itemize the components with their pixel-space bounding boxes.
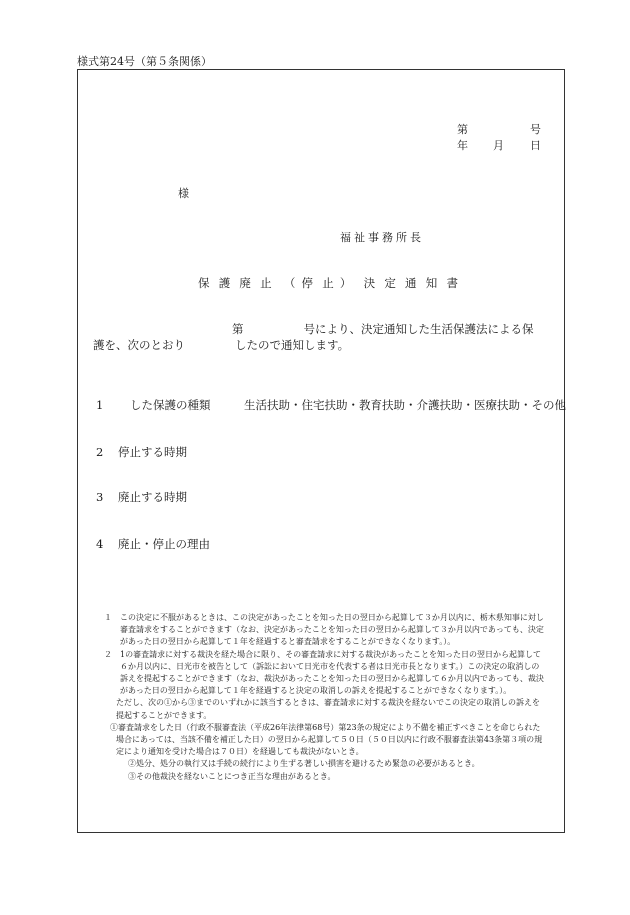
item-termination-date: 3 廃止する時期 [96, 490, 187, 504]
appeal-notes [104, 612, 544, 783]
item-suspension-date: 2 停止する時期 [96, 445, 187, 459]
body-line-1: 第 号により、決定通知した生活保護法による保 [232, 322, 534, 336]
item-protection-type: 1 した保護の種類 生活扶助・住宅扶助・教育扶助・介護扶助・医療扶助・その他 [96, 398, 566, 412]
body-line-2: 護を、次のとおり したので通知します。 [93, 338, 350, 352]
note-2: ２ 1の審査請求に対する裁決を経た場合に限り、その審査請求に対する裁決があったことを知った日の翌日から起算して６か月以内に、日光市を被告として（訴訟において日光市を代表する者は日光市長となります。）この決定の取消しの訴えを提起することができます（なお、裁決があったことを知った日の翌日から起算して６か月以内であっても、裁決があった日の翌日から起算して１年を経過すると決定の取消しの訴えを提起することができなくなります。）。 [104, 649, 544, 696]
year-label: 年 [457, 139, 468, 152]
form-number-label: 様式第24号（第５条関係） [77, 55, 212, 68]
month-label: 月 [493, 139, 504, 152]
note-1: １ この決定に不服があるときは、この決定があったことを知った日の翌日から起算して３か月以内に、栃木県知事に対し審査請求をすることができます（なお、決定があったことを知った日の翌日から起算して３か月以内であっても、決定があった日の翌日から起算して１年を経過すると審査請求をすることができなくなります。）。 [104, 613, 544, 647]
number-prefix: 第 [457, 123, 468, 136]
document-title: 保 護 廃 止 （ 停 止 ） 決 定 通 知 書 [198, 276, 459, 290]
note-case-2: ②処分、処分の執行又は手続の続行により生ずる著しい損害を避けるため緊急の必要があるとき。 [128, 759, 480, 769]
number-suffix: 号 [530, 123, 541, 136]
addressee-suffix: 様 [178, 187, 189, 200]
note-case-3: ③その他裁決を経ないことにつき正当な理由があるとき。 [128, 771, 336, 781]
day-label: 日 [530, 139, 541, 152]
issuer-title: 福祉事務所長 [340, 231, 424, 244]
protection-types: 生活扶助・住宅扶助・教育扶助・介護扶助・医療扶助・その他 [244, 398, 566, 412]
item-reason: 4 廃止・停止の理由 [96, 537, 210, 551]
note-case-1: ①審査請求をした日（行政不服審査法（平成26年法律第68号）第23条の規定により不備を補正すべきことを命じられた場合にあっては、当該不備を補正した日）の翌日から起算して５０日（５０日以内に行政不服審査法第43条第３項の規定により通知を受けた場合は７０日）を経過しても裁決がないとき。 [110, 722, 543, 757]
note-proviso: ただし、次の①から③までのいずれかに該当するときは、審査請求に対する裁決を経ないでこの決定の取消しの訴えを提起することができます。 [116, 698, 540, 720]
